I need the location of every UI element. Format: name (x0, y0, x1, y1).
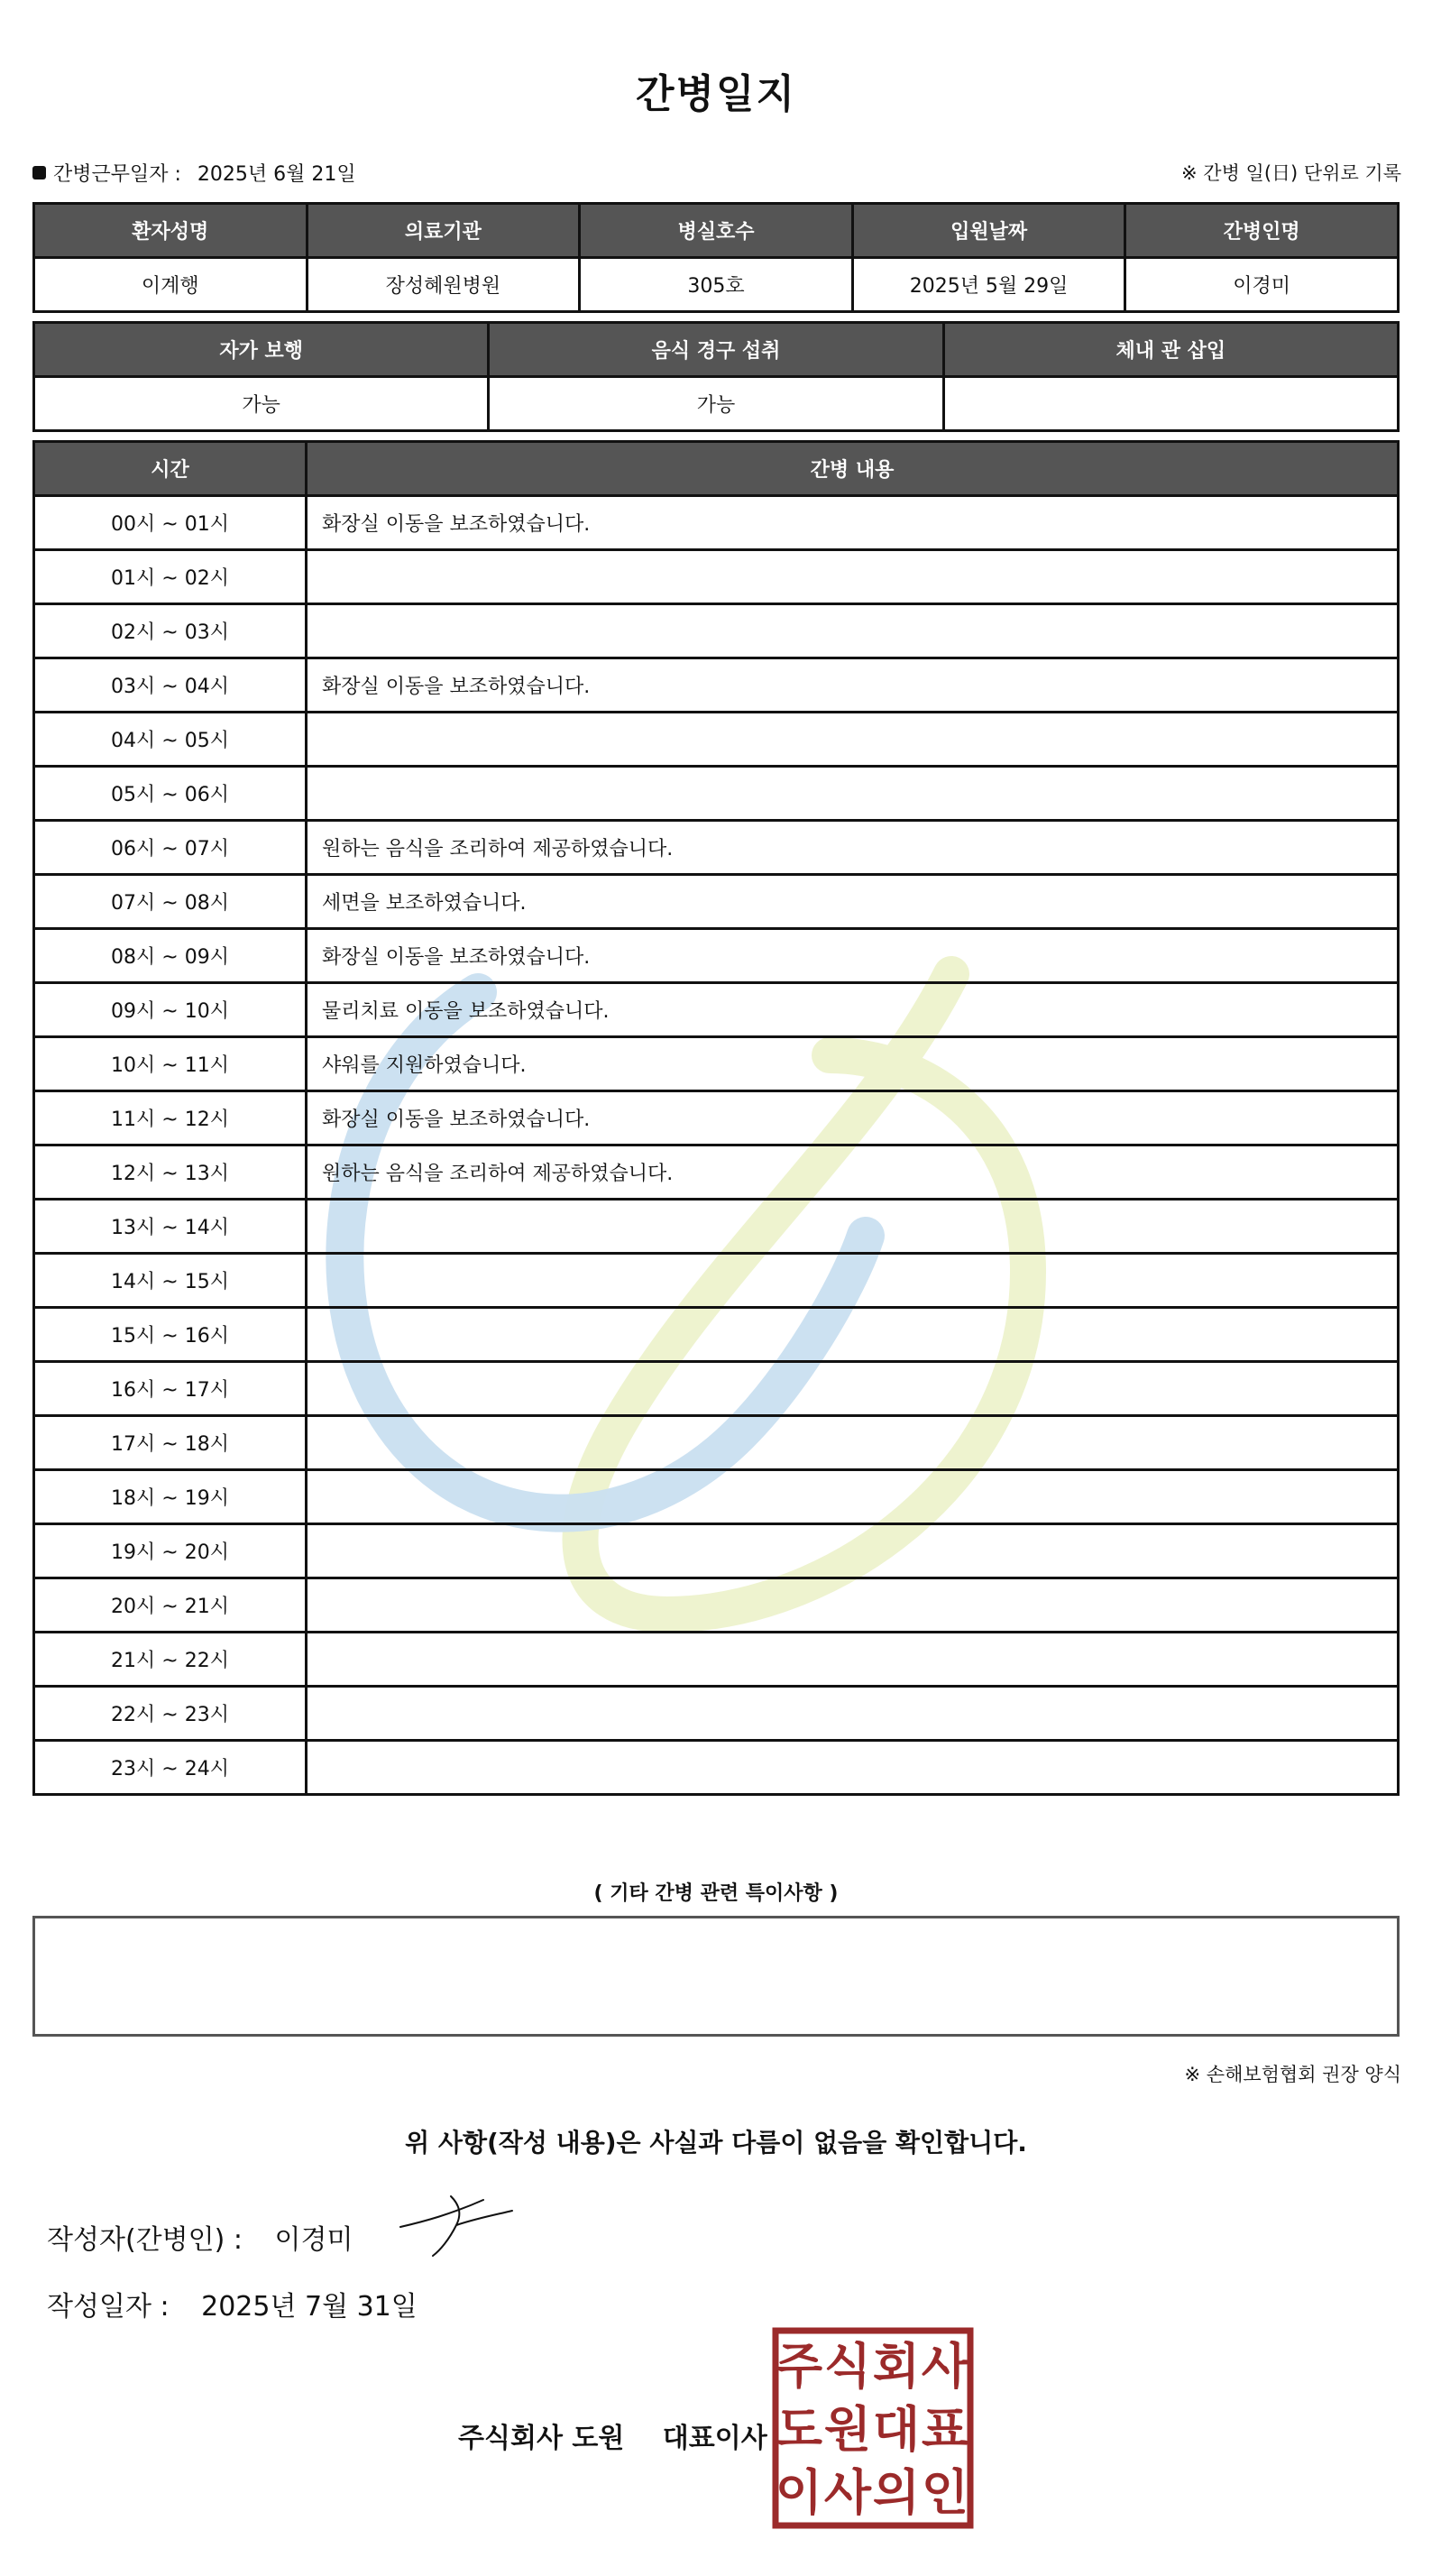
remarks-box (32, 1916, 1400, 2037)
log-content: 화장실 이동을 보조하였습니다. (307, 1091, 1399, 1145)
admission-date: 2025년 5월 29일 (852, 258, 1125, 312)
header-hospital: 의료기관 (307, 204, 580, 258)
log-time: 14시 ~ 15시 (34, 1254, 307, 1308)
log-row (34, 658, 1399, 713)
log-time: 04시 ~ 05시 (34, 713, 307, 767)
log-time: 06시 ~ 07시 (34, 821, 307, 875)
log-row (34, 1524, 1399, 1578)
log-row (34, 929, 1399, 983)
log-content (307, 713, 1399, 767)
log-row (34, 1633, 1399, 1687)
log-content (307, 604, 1399, 658)
log-row (34, 1200, 1399, 1254)
log-row (34, 1037, 1399, 1091)
log-time: 12시 ~ 13시 (34, 1145, 307, 1200)
seal-char: 식 (823, 2338, 872, 2395)
log-content (307, 767, 1399, 821)
log-time: 21시 ~ 22시 (34, 1633, 307, 1687)
hospital-name: 장성혜원병원 (307, 258, 580, 312)
log-row (34, 983, 1399, 1037)
log-content (307, 1524, 1399, 1578)
log-content: 원하는 음식을 조리하여 제공하였습니다. (307, 821, 1399, 875)
log-time: 08시 ~ 09시 (34, 929, 307, 983)
header-caregiver-name: 간병인명 (1125, 204, 1399, 258)
care-log-table (32, 440, 1400, 1796)
log-row (34, 821, 1399, 875)
self-walking-value: 가능 (34, 377, 489, 431)
work-date-label: 간병근무일자 : (53, 163, 181, 186)
log-row (34, 1145, 1399, 1200)
work-date-value: 2025년 6월 21일 (197, 163, 356, 186)
log-row (34, 1741, 1399, 1795)
author-name: 이경미 (274, 2224, 353, 2256)
log-row (34, 496, 1399, 550)
log-row (34, 1308, 1399, 1362)
log-time: 22시 ~ 23시 (34, 1687, 307, 1741)
log-content: 물리치료 이동을 보조하였습니다. (307, 983, 1399, 1037)
log-time: 01시 ~ 02시 (34, 550, 307, 604)
written-date-value: 2025년 7월 31일 (201, 2291, 418, 2323)
seal-char: 회 (872, 2338, 921, 2395)
unit-note: ※ 간병 일(日) 단위로 기록 (1181, 162, 1401, 184)
log-content: 샤워를 지원하였습니다. (307, 1037, 1399, 1091)
header-room: 병실호수 (580, 204, 853, 258)
company-seal (772, 2327, 974, 2529)
log-content: 화장실 이동을 보조하였습니다. (307, 658, 1399, 713)
log-time: 16시 ~ 17시 (34, 1362, 307, 1416)
log-row (34, 713, 1399, 767)
room-number: 305호 (580, 258, 853, 312)
log-row (34, 1254, 1399, 1308)
signature (397, 2187, 523, 2259)
company-line (458, 2415, 767, 2455)
log-row (34, 550, 1399, 604)
log-content (307, 1308, 1399, 1362)
log-time: 20시 ~ 21시 (34, 1578, 307, 1633)
log-content: 세면을 보조하였습니다. (307, 875, 1399, 929)
header-tube-insertion: 체내 관 삽입 (943, 323, 1398, 377)
seal-char: 사 (823, 2464, 872, 2521)
seal-char: 이 (775, 2464, 823, 2521)
seal-char: 주 (775, 2338, 823, 2395)
log-content (307, 1254, 1399, 1308)
status-value-row (34, 377, 1399, 431)
header-oral-intake: 음식 경구 섭취 (489, 323, 943, 377)
log-content (307, 1578, 1399, 1633)
header-self-walking: 자가 보행 (34, 323, 489, 377)
log-row (34, 1362, 1399, 1416)
seal-char: 원 (823, 2401, 872, 2458)
company-representative-title: 대표이사 (662, 2423, 767, 2454)
header-time: 시간 (34, 442, 307, 496)
status-header-row (34, 323, 1399, 377)
seal-char: 대 (872, 2401, 921, 2458)
log-time: 03시 ~ 04시 (34, 658, 307, 713)
remarks-text (35, 1918, 1397, 1940)
log-time: 15시 ~ 16시 (34, 1308, 307, 1362)
author-line (47, 2217, 353, 2257)
log-time: 13시 ~ 14시 (34, 1200, 307, 1254)
log-content (307, 550, 1399, 604)
log-time: 23시 ~ 24시 (34, 1741, 307, 1795)
work-date (32, 159, 356, 187)
caregiver-name: 이경미 (1125, 258, 1399, 312)
log-time: 17시 ~ 18시 (34, 1416, 307, 1470)
log-time: 07시 ~ 08시 (34, 875, 307, 929)
seal-char: 의 (872, 2464, 921, 2521)
header-care-content: 간병 내용 (307, 442, 1399, 496)
log-content: 화장실 이동을 보조하였습니다. (307, 929, 1399, 983)
patient-name: 이계행 (34, 258, 308, 312)
patient-value-row (34, 258, 1399, 312)
log-row (34, 1416, 1399, 1470)
log-content (307, 1200, 1399, 1254)
log-header-row (34, 442, 1399, 496)
written-date-label: 작성일자 : (47, 2291, 170, 2323)
header-patient-name: 환자성명 (34, 204, 308, 258)
log-time: 11시 ~ 12시 (34, 1091, 307, 1145)
log-row (34, 1687, 1399, 1741)
written-date-line (47, 2284, 418, 2323)
seal-char: 인 (921, 2464, 969, 2521)
log-rows (34, 496, 1399, 1795)
company-name: 주식회사 도원 (458, 2423, 625, 2454)
patient-info-table (32, 202, 1400, 313)
log-content: 원하는 음식을 조리하여 제공하였습니다. (307, 1145, 1399, 1200)
tube-insertion-value (943, 377, 1398, 431)
log-time: 00시 ~ 01시 (34, 496, 307, 550)
confirmation-statement: 위 사항(작성 내용)은 사실과 다름이 없음을 확인합니다. (405, 2128, 1027, 2157)
log-content (307, 1741, 1399, 1795)
log-time: 09시 ~ 10시 (34, 983, 307, 1037)
seal-char: 사 (921, 2338, 969, 2395)
log-time: 02시 ~ 03시 (34, 604, 307, 658)
log-row (34, 875, 1399, 929)
oral-intake-value: 가능 (489, 377, 943, 431)
form-note: ※ 손해보험협회 권장 양식 (1184, 2064, 1401, 2085)
seal-char: 도 (775, 2401, 823, 2458)
log-time: 10시 ~ 11시 (34, 1037, 307, 1091)
seal-char: 표 (921, 2401, 969, 2458)
log-time: 19시 ~ 20시 (34, 1524, 307, 1578)
log-content (307, 1633, 1399, 1687)
document-title: 간병일지 (635, 71, 796, 117)
log-row (34, 1578, 1399, 1633)
log-row (34, 767, 1399, 821)
log-time: 05시 ~ 06시 (34, 767, 307, 821)
log-row (34, 1091, 1399, 1145)
log-content (307, 1687, 1399, 1741)
log-content (307, 1362, 1399, 1416)
log-content: 화장실 이동을 보조하였습니다. (307, 496, 1399, 550)
log-row (34, 604, 1399, 658)
patient-header-row (34, 204, 1399, 258)
log-content (307, 1470, 1399, 1524)
bullet-icon (32, 166, 46, 179)
header-admission-date: 입원날짜 (852, 204, 1125, 258)
log-content (307, 1416, 1399, 1470)
log-time: 18시 ~ 19시 (34, 1470, 307, 1524)
remarks-title: ( 기타 간병 관련 특이사항 ) (593, 1882, 839, 1905)
patient-status-table (32, 321, 1400, 432)
log-row (34, 1470, 1399, 1524)
author-label: 작성자(간병인) : (47, 2224, 243, 2256)
